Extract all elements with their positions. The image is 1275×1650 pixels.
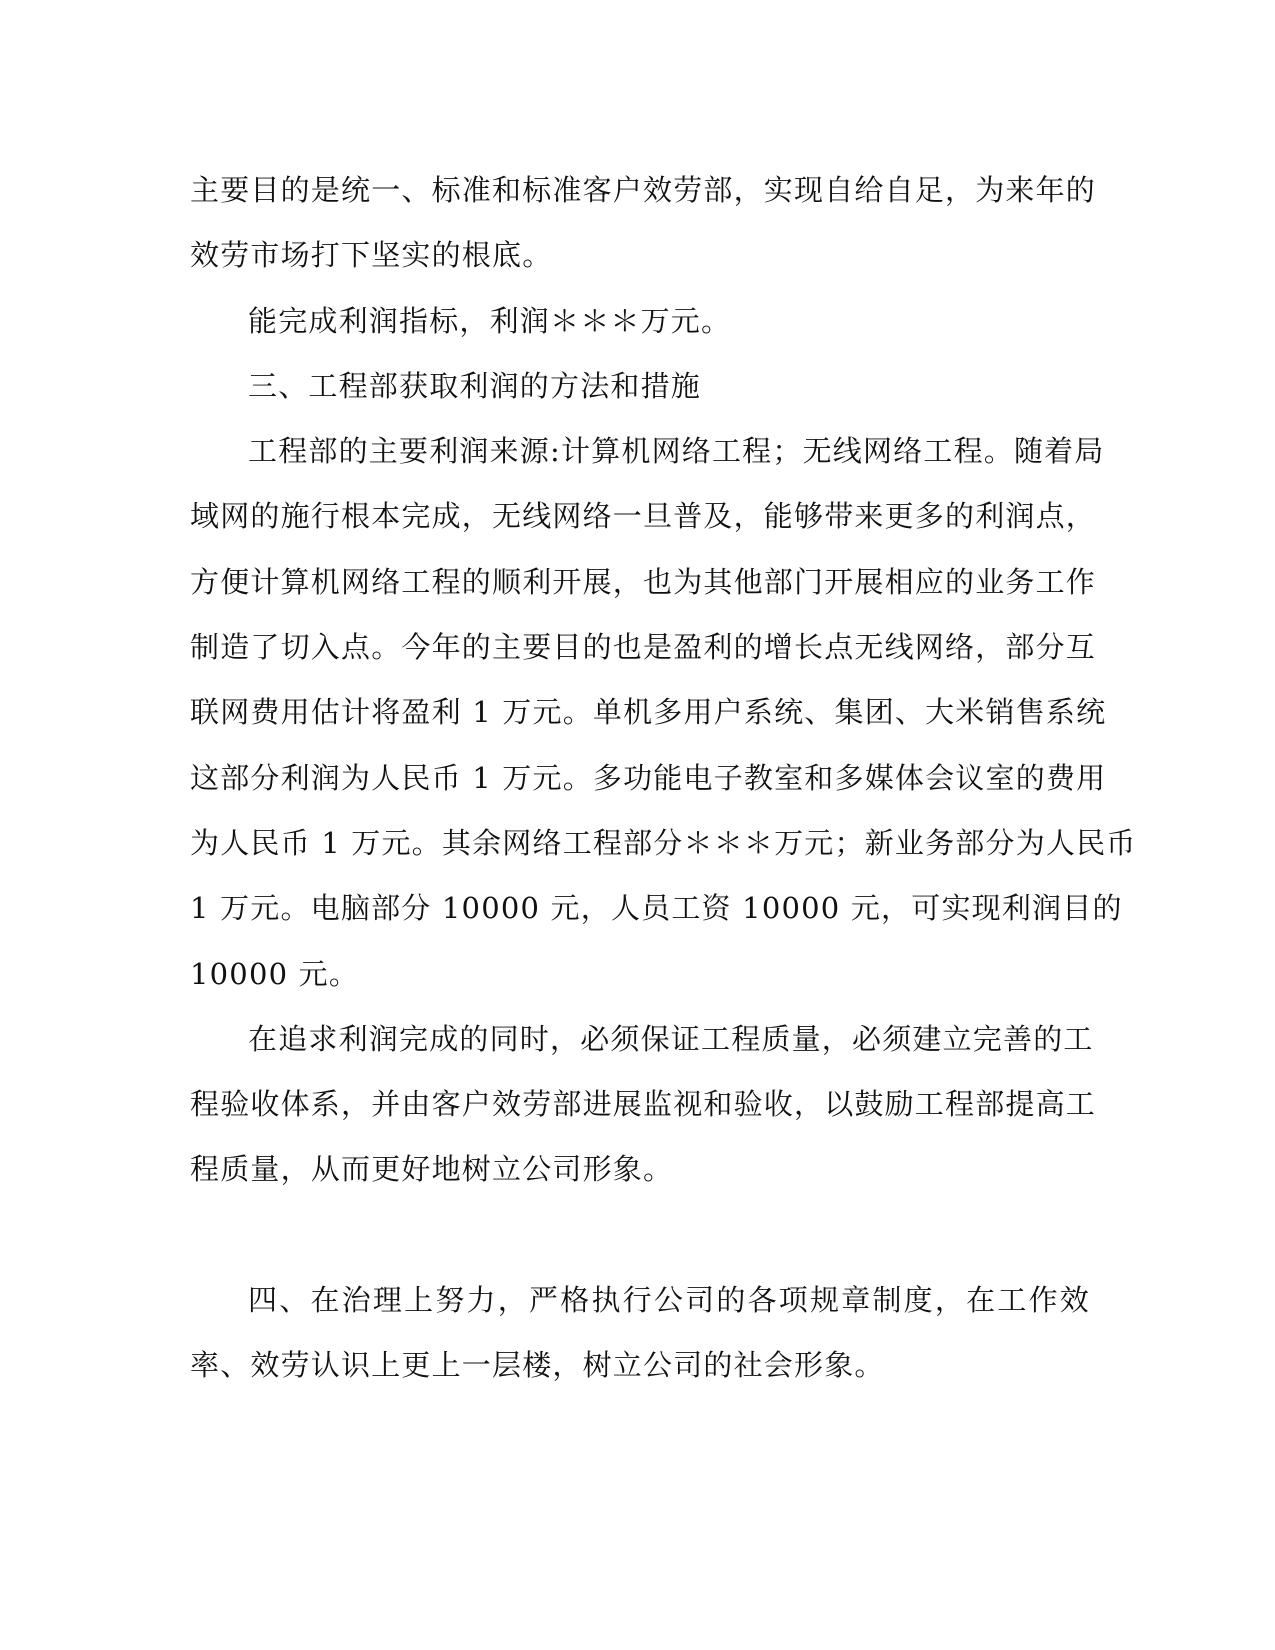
text-line: 率、效劳认识上更上一层楼，树立公司的社会形象。 (190, 1348, 885, 1383)
text-line: 这部分利润为人民币 1 万元。多功能电子教室和多媒体会议室的费用 (190, 760, 1107, 795)
document-body (190, 158, 1137, 1399)
section-heading: 三、工程部获取利润的方法和措施 (248, 368, 702, 403)
text-line: 程质量，从而更好地树立公司形象。 (190, 1152, 674, 1187)
text-line: 10000 元。 (190, 956, 360, 991)
section-heading: 四、在治理上努力，严格执行公司的各项规章制度，在工作效 (248, 1283, 1090, 1318)
paragraph-gap (190, 1203, 1090, 1268)
text-line: 能完成利润指标，利润＊＊＊万元。 (248, 303, 732, 338)
text-line: 主要目的是统一、标准和标准客户效劳部，实现自给自足，为来年的 (190, 173, 1097, 207)
text-line: 程验收体系，并由客户效劳部进展监视和验收，以鼓励工程部提高工 (190, 1087, 1097, 1122)
text-line: 在追求利润完成的同时，必须保证工程质量，必须建立完善的工 (248, 1021, 1094, 1056)
text-line: 制造了切入点。今年的主要目的也是盈利的增长点无线网络，部分互 (190, 630, 1097, 665)
text-line: 效劳市场打下坚实的根底。 (190, 238, 553, 273)
text-line: 域网的施行根本完成，无线网络一旦普及，能够带来更多的利润点， (190, 499, 1097, 534)
text-line: 联网费用估计将盈利 1 万元。单机多用户系统、集团、大米销售系统 (190, 695, 1107, 730)
text-line: 工程部的主要利润来源:计算机网络工程；无线网络工程。随着局 (248, 434, 1105, 469)
text-line: 为人民币 1 万元。其余网络工程部分＊＊＊万元；新业务部分为人民币 (190, 825, 1137, 860)
text-line: 方便计算机网络工程的顺利开展，也为其他部门开展相应的业务工作 (190, 564, 1097, 599)
text-line: 1 万元。电脑部分 10000 元，人员工资 10000 元，可实现利润目的 (190, 891, 1123, 926)
